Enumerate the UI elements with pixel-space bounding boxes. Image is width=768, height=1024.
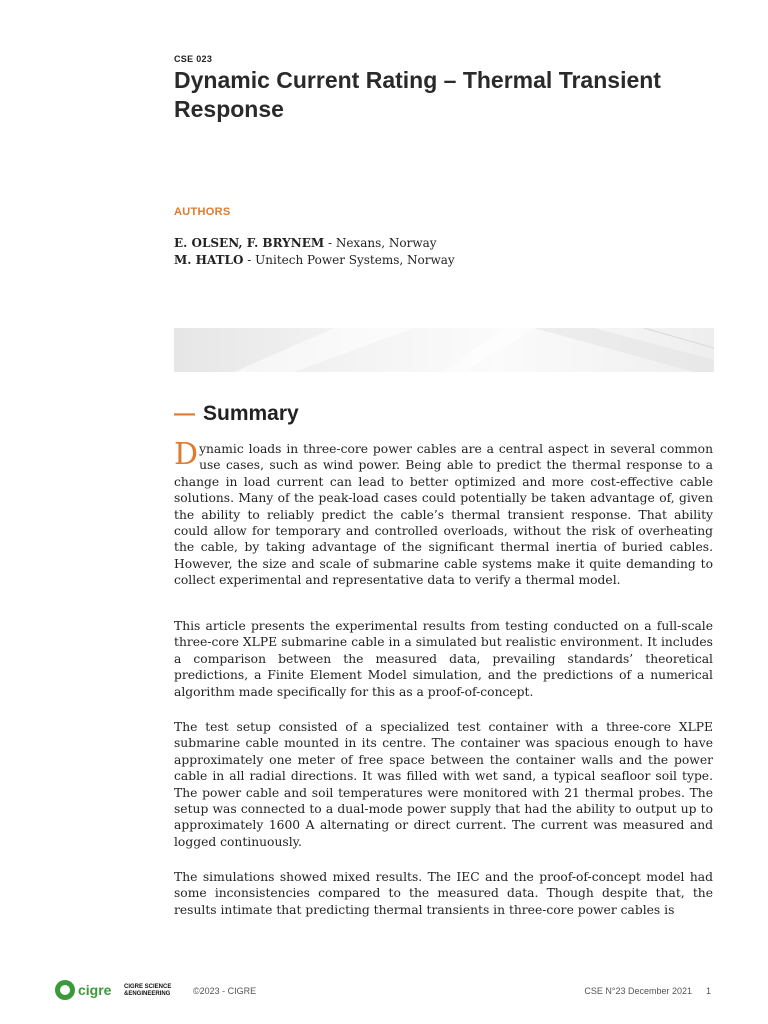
author-affiliation: - Unitech Power Systems, Norway [243,253,455,267]
page-footer [0,978,768,1004]
author-line [174,253,455,267]
summary-paragraph: The test setup consisted of a specialized test container with a three-core XLPE submarine cable mounted in its centre. The container was spacious enough to have approximately one meter of free space between the container walls and the power cable in all radial directions. It was filled with wet sand, a typical seafloor soil type. The power cable and soil temperatures were monitored with 21 thermal probes. The setup was connected to a dual-mode power supply that had the ability to output up to approximately 1600 A alternating or direct current. The current was measured and logged continuously. [174,720,713,849]
article-code: CSE 023 [174,54,213,64]
summary-paragraph: This article presents the experimental results from testing conducted on a full-scale three-core XLPE submarine cable in a simulated but realistic environment. It includes a comparison between the measured data, prevailing standards’ theoretical predictions, a Finite Element Model simulation, and the predictions of a numerical algorithm made specifically for this as a proof-of-concept. [174,619,713,699]
author-names: M. HATLO [174,253,244,267]
summary-paragraph: The simulations showed mixed results. The IEC and the proof-of-concept model had some inconsistencies compared to the measured data. Though despite that, the results intimate that predicting thermal transients in three-core power cables is [174,870,713,917]
cigre-logo [55,980,111,1000]
logo-line: CIGRE SCIENCE [124,984,172,990]
summary-paragraph [174,437,713,589]
author-names: E. OLSEN, F. BRYNEM [174,236,325,250]
page-number: 1 [706,986,712,996]
cigre-logo-mark [55,980,75,1000]
summary-title: Summary [203,402,299,425]
decorative-banner-image [174,328,714,372]
summary-heading [174,402,299,426]
cigre-science-engineering-logo [124,984,171,997]
logo-line: &ENGINEERING [124,990,171,997]
paragraph-text: ynamic loads in three-core power cables are a central aspect in several common use cases, such as wind power. Being able to predict the thermal response to a change in load current can lead to better optimized and more cost-effective cable solutions. Many of the peak-load cases could potentially be taken advantage of, given the ability to reliably predict the cable’s thermal transient response. That ability could allow for temporary and controlled overloads, without the risk of overheating the cable, by taking advantage of the significant thermal inertia of buried cables. However, the size and scale of submarine cable systems make it quite demanding to collect experimental and representative data to verify a thermal model. [174,442,713,588]
authors-heading: AUTHORS [174,206,231,218]
article-title: Dynamic Current Rating – Thermal Transient Response [174,67,661,122]
author-affiliation: - Nexans, Norway [324,236,437,250]
cigre-logo-word: cigre [78,982,112,998]
drop-cap: D [174,437,199,472]
summary-dash: — [174,402,195,425]
author-line [174,236,437,250]
banner-light-streaks [174,328,714,372]
copyright: ©2023 - CIGRE [193,986,257,996]
issue-info: CSE N°23 December 2021 [584,986,692,996]
